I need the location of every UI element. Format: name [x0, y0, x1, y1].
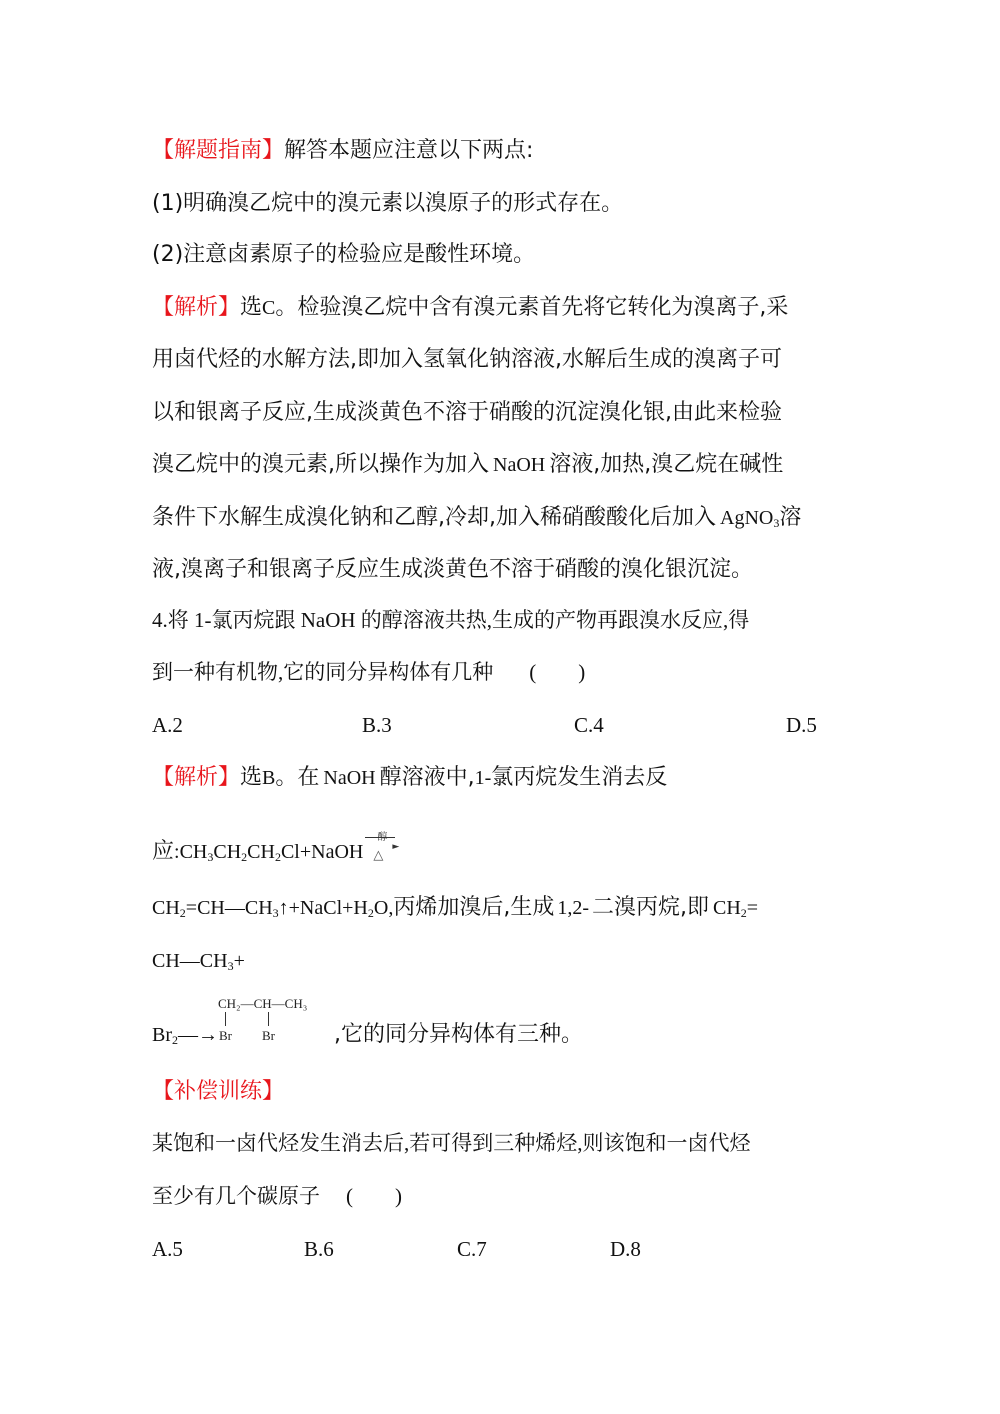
- bond-line-1: [225, 1012, 226, 1026]
- analysis2-tag: 【解析】: [152, 765, 241, 790]
- formula-naoh: NaOH: [323, 767, 376, 789]
- answer-letter: B: [262, 767, 276, 789]
- formula-agno3: AgNO$_3$: [720, 507, 780, 530]
- arrow-head-icon: ►: [392, 842, 400, 852]
- analysis1-line-5: [152, 503, 801, 533]
- structure-chain: CH₂—CH—CH₃: [218, 996, 308, 1011]
- products: $CH_2=CH—CH_3↑+NaCl+H_2O$,: [152, 897, 394, 920]
- question-text: 至少有几个碳原子: [152, 1184, 320, 1208]
- question4-line-1: 4.将 1-氯丙烷跟 NaOH 的醇溶液共热,生成的产物再跟溴水反应,得: [152, 608, 750, 632]
- text: 条件下水解生成溴化钠和乙醇,冷却,加入稀硝酸酸化后加入: [152, 505, 716, 530]
- practice-line-2: [152, 1181, 402, 1211]
- text: 氯丙烷发生消去反: [491, 765, 668, 790]
- answer-blank: ( ): [346, 1184, 402, 1208]
- heat-triangle-icon: △: [373, 848, 384, 863]
- structure-br-2: Br: [262, 1028, 275, 1043]
- answer-letter: C: [262, 297, 276, 319]
- practice-line-1: 某饱和一卤代烃发生消去后,若可得到三种烯烃,则该饱和一卤代烃: [152, 1131, 751, 1155]
- guide-heading: [152, 136, 533, 166]
- text: 1-: [474, 767, 492, 789]
- text: 选: [240, 295, 263, 320]
- question4-option-a: A.2: [152, 713, 183, 737]
- practice-option-d: D.8: [610, 1237, 641, 1261]
- text: 醇溶液中,: [379, 765, 475, 790]
- analysis1-line-1: [152, 293, 788, 323]
- practice-option-a: A.5: [152, 1237, 183, 1261]
- guide-intro: 解答本题应注意以下两点:: [284, 138, 534, 163]
- question-text: 到一种有机物,它的同分异构体有几种: [152, 660, 494, 684]
- analysis1-line-2: 用卤代烃的水解方法,即加入氢氧化钠溶液,水解后生成的溴离子可: [152, 347, 782, 372]
- question4-line-2: [152, 657, 585, 687]
- answer-blank: ( ): [529, 660, 586, 684]
- text: 。检验溴乙烷中含有溴元素首先将它转化为溴离子,采: [275, 295, 789, 320]
- text: 溶液,加热,溴乙烷在碱性: [549, 452, 784, 477]
- text: 溶: [779, 505, 802, 530]
- practice-tag: 【补偿训练】: [152, 1079, 285, 1104]
- practice-option-b: B.6: [304, 1237, 334, 1261]
- guide-point-2: (2)注意卤素原子的检验应是酸性环境。: [152, 242, 536, 267]
- text: 丙烯加溴后,生成: [393, 895, 555, 920]
- text: 溴乙烷中的溴元素,所以操作为加入: [152, 452, 489, 477]
- guide-tag: 【解题指南】: [152, 138, 285, 163]
- alcohol-condition: 醇: [377, 832, 388, 843]
- question4-option-c: C.4: [574, 713, 604, 737]
- formula-propene-tail: $CH—CH_3+$: [152, 950, 245, 973]
- question4-option-d: D.5: [786, 713, 817, 737]
- analysis1-tag: 【解析】: [152, 295, 241, 320]
- analysis2-equation-4: [152, 1020, 218, 1050]
- analysis2-line-1: [152, 763, 667, 793]
- analysis1-line-3: 以和银离子反应,生成淡黄色不溶于硝酸的沉淀溴化银,由此来检验: [152, 400, 782, 425]
- bromine-reactant: $Br_2—\to$: [152, 1024, 218, 1047]
- reaction-arrow: [365, 832, 400, 867]
- text: 1,2-: [557, 897, 589, 919]
- formula-propene: $CH_2=$: [713, 897, 759, 920]
- text: 应: [152, 839, 175, 864]
- practice-option-c: C.7: [457, 1237, 487, 1261]
- analysis2-conclusion: ,它的同分异构体有三种。: [334, 1022, 583, 1047]
- text: 选: [240, 765, 263, 790]
- reactants: $:CH_3CH_2CH_2Cl+NaOH$: [174, 841, 364, 864]
- analysis2-equation-2: [152, 893, 758, 923]
- analysis2-equation-3: [152, 946, 245, 976]
- question4-option-b: B.3: [362, 713, 392, 737]
- arrow-icon: —→: [178, 1024, 218, 1046]
- text: 。在: [275, 765, 320, 790]
- arrow-line-icon: [365, 837, 395, 838]
- text: 二溴丙烷,即: [592, 895, 709, 920]
- guide-point-1: (1)明确溴乙烷中的溴元素以溴原子的形式存在。: [152, 191, 624, 216]
- formula-naoh: NaOH: [493, 454, 546, 476]
- bond-line-2: [268, 1012, 269, 1026]
- analysis1-line-4: [152, 450, 783, 480]
- structure-br-1: Br: [219, 1028, 232, 1043]
- analysis2-equation-1: [152, 832, 400, 867]
- analysis1-line-6: 液,溴离子和银离子反应生成淡黄色不溶于硝酸的溴化银沉淀。: [152, 557, 753, 582]
